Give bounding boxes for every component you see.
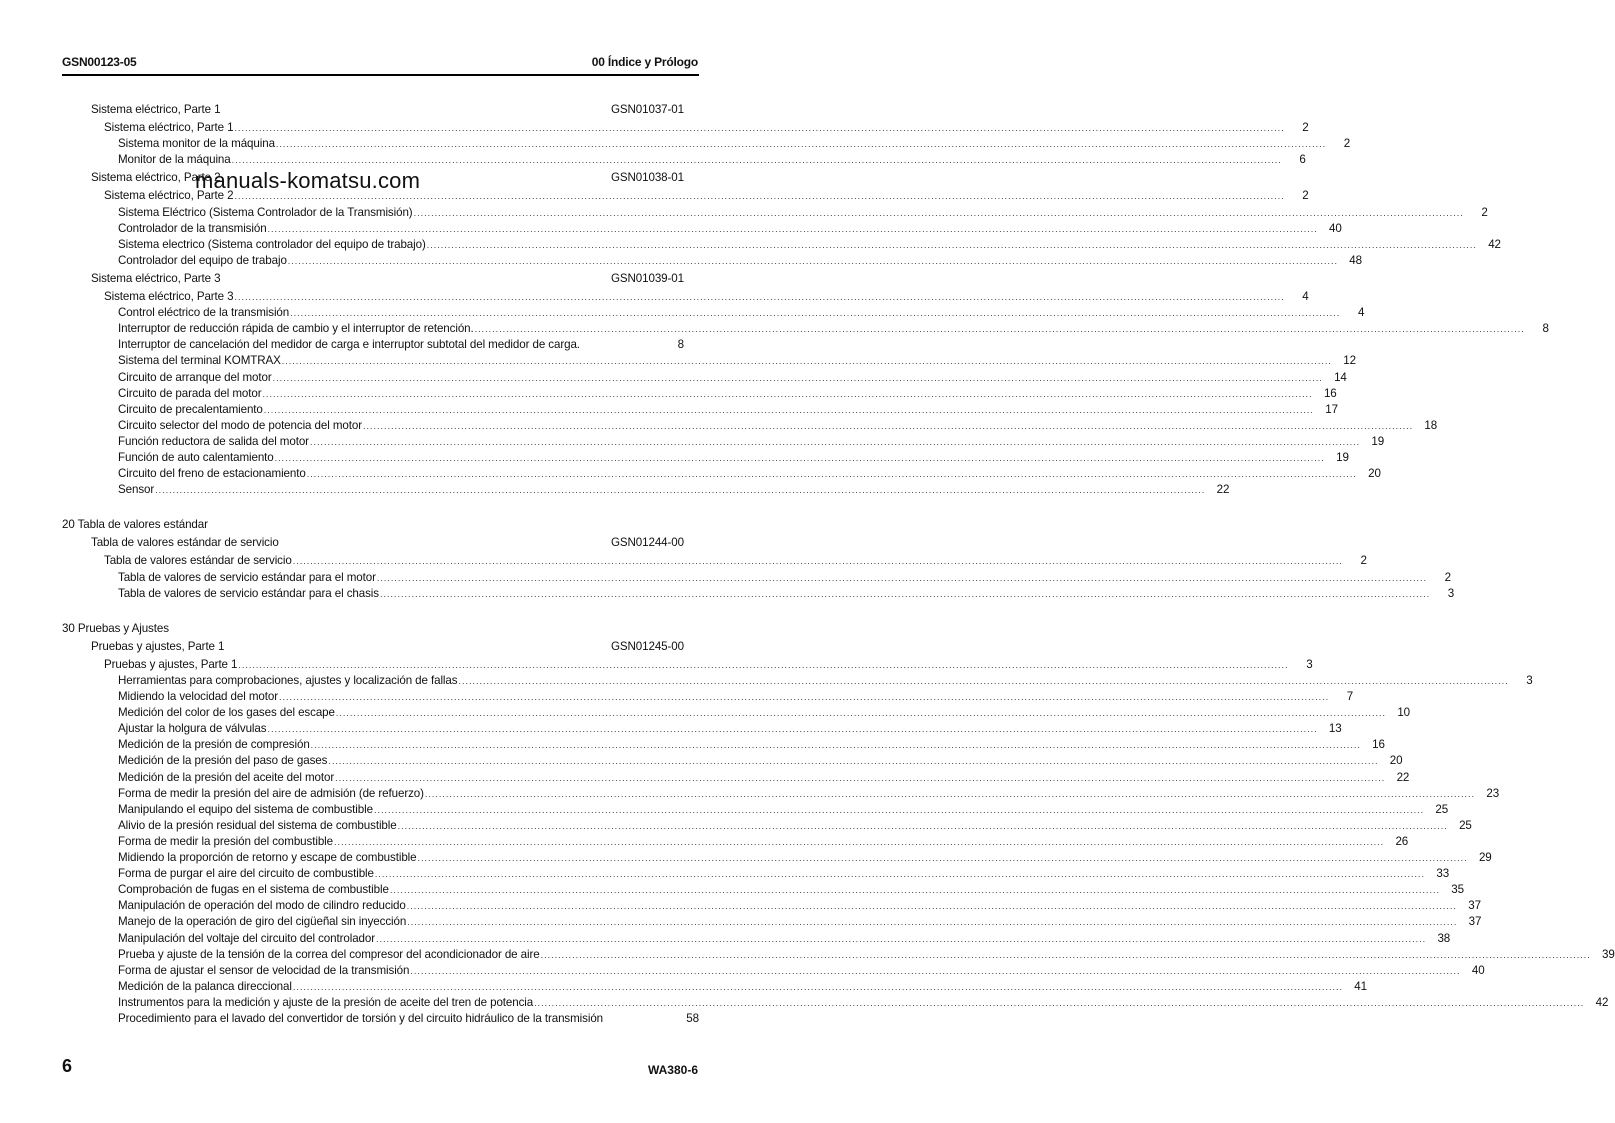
toc-entry-title: Forma de medir la presión del aire de admisión (de refuerzo) — [118, 786, 424, 800]
toc-document-entry[interactable] — [62, 102, 684, 118]
page-ref: 41 — [1354, 979, 1367, 993]
toc-document-entry[interactable] — [62, 535, 684, 551]
toc-entry[interactable] — [62, 802, 1449, 818]
toc-entry[interactable] — [62, 850, 1492, 866]
toc-entry[interactable] — [62, 586, 1455, 602]
page-ref: 12 — [1343, 354, 1356, 368]
toc-entry-title: Medición de la presión del aceite del motor — [118, 770, 335, 784]
toc-entry-title: Circuito del freno de estacionamiento — [118, 467, 306, 481]
dot-leader: ............................................................................................................................................................................................................................................................................................................ — [397, 820, 1448, 831]
toc-entry-title: Sistema eléctrico, Parte 2 — [91, 171, 221, 185]
toc-entry[interactable] — [62, 120, 1309, 136]
page-ref: 2 — [1302, 121, 1309, 135]
dot-leader: ............................................................................................................................................................................................................................................................................................................ — [292, 556, 1343, 567]
dot-leader: ............................................................................................................................................................................................................................................................................................................ — [263, 404, 1314, 415]
toc-entry-title: Ajustar la holgura de válvulas — [118, 722, 267, 736]
dot-leader: ............................................................................................................................................................................................................................................................................................................ — [328, 756, 1379, 767]
dot-leader: ............................................................................................................................................................................................................................................................................................................ — [417, 853, 1468, 864]
toc-entry[interactable] — [62, 289, 1309, 305]
toc-entry[interactable] — [62, 1011, 699, 1027]
toc-entry[interactable] — [62, 305, 1365, 321]
dot-leader: ............................................................................................................................................................................................................................................................................................................ — [310, 740, 1361, 751]
table-of-contents — [62, 102, 1615, 1027]
page-ref: 39 — [1602, 947, 1615, 961]
toc-entry-title: Sistema monitor de la máquina — [118, 137, 275, 151]
document-code: GSN01039-01 — [610, 271, 684, 285]
dot-leader: ............................................................................................................................................................................................................................................................................................................ — [424, 788, 1476, 799]
toc-entry-title: Medición del color de los gases del escape — [118, 706, 335, 720]
dot-leader: ............................................................................................................................................................................................................................................................................................................ — [292, 981, 1343, 992]
toc-entry[interactable] — [62, 136, 1351, 152]
toc-entry[interactable] — [62, 402, 1338, 418]
toc-entry[interactable] — [62, 570, 1451, 586]
dot-leader: ............................................................................................................................................................................................................................................................................................................ — [474, 324, 1525, 335]
toc-entry-title: Sistema eléctrico, Parte 3 — [104, 290, 234, 304]
page-ref: 13 — [1328, 722, 1342, 736]
dot-leader: ............................................................................................................................................................................................................................................................................................................ — [413, 207, 1464, 218]
toc-entry-title: Controlador del equipo de trabajo — [118, 253, 287, 267]
dot-leader: ............................................................................................................................................................................................................................................................................................................ — [238, 659, 1289, 670]
page-ref: 3 — [1447, 586, 1455, 600]
toc-entry-title: Interruptor de reducción rápida de cambio y el interruptor de retención. — [118, 322, 474, 336]
toc-entry[interactable] — [62, 947, 1615, 963]
toc-entry-title: 20 Tabla de valores estándar — [62, 518, 208, 532]
toc-entry[interactable] — [62, 152, 1306, 168]
toc-entry-title: Manipulación de operación del modo de cilindro reducido — [118, 899, 406, 913]
toc-entry[interactable] — [62, 995, 1609, 1011]
watermark: manuals-komatsu.com — [195, 168, 421, 193]
toc-entry-title: Control eléctrico de la transmisión — [118, 306, 290, 320]
toc-entry[interactable] — [62, 353, 1356, 369]
dot-leader: ............................................................................................................................................................................................................................................................................................................ — [262, 388, 1313, 399]
document-code: GSN01245-00 — [610, 639, 684, 653]
page-ref: 10 — [1397, 706, 1411, 720]
toc-entry[interactable] — [62, 770, 1410, 786]
toc-document-entry[interactable] — [62, 271, 684, 287]
toc-entry[interactable] — [62, 221, 1342, 237]
page-ref: 33 — [1436, 867, 1450, 881]
page-ref: 7 — [1346, 690, 1354, 704]
page-ref: 22 — [1396, 770, 1410, 784]
page-ref: 35 — [1451, 883, 1464, 897]
toc-entry-title: Sensor — [118, 483, 155, 497]
toc-entry-title: Sistema del terminal KOMTRAX — [118, 354, 281, 368]
dot-leader: ............................................................................................................................................................................................................................................................................................................ — [234, 123, 1285, 134]
toc-entry-title: Medición de la palanca direccional — [118, 979, 292, 993]
dot-leader: ............................................................................................................................................................................................................................................................................................................ — [155, 485, 1206, 496]
toc-entry[interactable] — [62, 673, 1533, 689]
toc-entry[interactable] — [62, 786, 1500, 802]
page-ref: 4 — [1357, 306, 1365, 320]
dot-leader: ............................................................................................................................................................................................................................................................................................................ — [458, 676, 1509, 686]
page-ref: 37 — [1468, 915, 1482, 929]
page-ref: 20 — [1368, 467, 1381, 481]
toc-entry-title: Monitor de la máquina — [118, 153, 231, 167]
toc-entry-title: Pruebas y ajustes, Parte 1 — [91, 639, 225, 653]
dot-leader: ............................................................................................................................................................................................................................................................................................................ — [272, 372, 1323, 383]
page-ref: 40 — [1471, 963, 1485, 977]
page-ref: 26 — [1395, 834, 1409, 848]
toc-entry-title: Manipulación del voltaje del circuito del controlador — [118, 931, 375, 945]
dot-leader: ............................................................................................................................................................................................................................................................................................................ — [274, 452, 1325, 463]
dot-leader: ............................................................................................................................................................................................................................................................................................................ — [275, 139, 1327, 150]
page-ref: 3 — [1306, 657, 1313, 671]
dot-leader: ............................................................................................................................................................................................................................................................................................................ — [334, 836, 1385, 847]
page-ref: 16 — [1323, 386, 1337, 400]
toc-entry[interactable] — [62, 979, 1367, 995]
toc-entry[interactable] — [62, 553, 1367, 569]
toc-entry[interactable] — [62, 337, 684, 353]
toc-entry[interactable] — [62, 466, 1381, 482]
toc-entry-title: Forma de medir la presión del combustible — [118, 834, 333, 848]
document-code: GSN01037-01 — [610, 103, 684, 116]
page-ref: 25 — [1459, 818, 1472, 832]
page-ref: 37 — [1468, 899, 1481, 913]
page-ref: 38 — [1437, 931, 1451, 945]
toc-entry-title: Sistema electrico (Sistema controlador del equipo de trabajo) — [118, 237, 426, 251]
toc-entry-title: Tabla de valores de servicio estándar para el motor — [118, 570, 376, 584]
toc-entry[interactable] — [62, 434, 1385, 450]
toc-entry[interactable] — [62, 721, 1342, 737]
dot-leader: ............................................................................................................................................................................................................................................................................................................ — [267, 724, 1318, 735]
page-ref: 40 — [1329, 221, 1342, 235]
toc-entry-title: Sistema eléctrico, Parte 1 — [91, 103, 221, 116]
dot-leader: ............................................................................................................................................................................................................................................................................................................ — [234, 292, 1285, 303]
page-ref: 8 — [677, 338, 684, 352]
toc-entry-title: Función reductora de salida del motor — [118, 434, 309, 448]
page-ref: 22 — [1216, 483, 1230, 497]
toc-entry-title: Función de auto calentamiento — [118, 450, 274, 464]
dot-leader: ............................................................................................................................................................................................................................................................................................................ — [540, 949, 1591, 960]
dot-leader: ............................................................................................................................................................................................................................................................................................................ — [362, 420, 1414, 431]
page-ref: 58 — [686, 1011, 699, 1025]
toc-entry[interactable] — [62, 689, 1354, 705]
page-ref: 4 — [1302, 290, 1309, 304]
document-code: GSN00123-05 — [62, 55, 137, 69]
page-ref: 8 — [1542, 322, 1549, 336]
toc-entry-title: Medición de la presión del paso de gases — [118, 754, 328, 768]
dot-leader: ............................................................................................................................................................................................................................................................................................................ — [389, 885, 1440, 896]
toc-entry[interactable] — [62, 914, 1482, 930]
toc-entry-title: Interruptor de cancelación del medidor de carga e interruptor subtotal del medidor de carga. — [118, 338, 580, 352]
dot-leader: ............................................................................................................................................................................................................................................................................................................ — [373, 804, 1425, 815]
page-ref: 48 — [1349, 253, 1362, 267]
page-ref: 6 — [1299, 153, 1306, 167]
page-ref: 42 — [1595, 995, 1609, 1009]
toc-entry[interactable] — [62, 898, 1481, 914]
toc-entry[interactable] — [62, 753, 1403, 769]
page-ref: 2 — [1481, 205, 1488, 219]
toc-entry-title: Manejo de la operación de giro del cigüeñal sin inyección — [118, 915, 407, 929]
dot-leader: ............................................................................................................................................................................................................................................................................................................ — [374, 869, 1426, 880]
toc-entry-title: Sistema eléctrico, Parte 1 — [104, 121, 234, 135]
dot-leader: ............................................................................................................................................................................................................................................................................................................ — [231, 155, 1282, 166]
page-ref: 23 — [1486, 786, 1500, 800]
document-code: GSN01038-01 — [610, 171, 684, 185]
toc-entry-title: Tabla de valores estándar de servicio — [104, 554, 292, 568]
section-title: 00 Índice y Prólogo — [591, 55, 698, 69]
page-ref: 19 — [1371, 434, 1385, 448]
toc-entry-title: Forma de ajustar el sensor de velocidad de la transmisión — [118, 963, 410, 977]
page-ref: 25 — [1435, 802, 1449, 816]
toc-entry-title: Tabla de valores de servicio estándar para el chasis — [118, 586, 379, 600]
toc-entry[interactable] — [62, 237, 1501, 253]
page-ref: 2 — [1343, 137, 1351, 151]
toc-entry-title: Medición de la presión de compresión — [118, 738, 310, 752]
toc-entry-title: Midiendo la velocidad del motor — [118, 690, 278, 704]
toc-chapter[interactable] — [62, 517, 684, 533]
toc-entry[interactable] — [62, 737, 1385, 753]
page-ref: 2 — [1444, 570, 1451, 584]
toc-entry[interactable] — [62, 705, 1411, 721]
dot-leader: ............................................................................................................................................................................................................................................................................................................ — [407, 917, 1458, 928]
toc-entry[interactable] — [62, 386, 1337, 402]
toc-entry-title: Sistema eléctrico, Parte 2 — [104, 189, 234, 203]
toc-entry[interactable] — [62, 866, 1450, 882]
toc-entry-title: Forma de purgar el aire del circuito de combustible — [118, 867, 374, 881]
toc-entry-title: Prueba y ajuste de la tensión de la correa del compresor del acondicionador de aire — [118, 947, 540, 961]
page-ref: 2 — [1360, 554, 1367, 568]
toc-entry-title: Circuito de precalentamiento — [118, 402, 263, 416]
toc-entry-title: Circuito de arranque del motor — [118, 370, 272, 384]
dot-leader: ............................................................................................................................................................................................................................................................................................................ — [410, 965, 1461, 976]
dot-leader: ............................................................................................................................................................................................................................................................................................................ — [376, 572, 1427, 583]
dot-leader: ............................................................................................................................................................................................................................................................................................................ — [406, 901, 1457, 912]
toc-entry-title: 30 Pruebas y Ajustes — [62, 621, 169, 635]
toc-chapter[interactable] — [62, 621, 684, 637]
page-ref: 19 — [1336, 450, 1349, 464]
dot-leader: ............................................................................................................................................................................................................................................................................................................ — [281, 356, 1332, 367]
toc-entry[interactable] — [62, 882, 1464, 898]
toc-entry[interactable] — [62, 963, 1485, 979]
toc-entry[interactable] — [62, 482, 1230, 498]
dot-leader: ............................................................................................................................................................................................................................................................................................................ — [335, 772, 1386, 783]
toc-entry-title: Alivio de la presión residual del sistema de combustible — [118, 818, 397, 832]
dot-leader: ............................................................................................................................................................................................................................................................................................................ — [306, 469, 1357, 480]
toc-entry[interactable] — [62, 818, 1472, 834]
dot-leader: ............................................................................................................................................................................................................................................................................................................ — [379, 588, 1431, 599]
toc-entry[interactable] — [62, 370, 1347, 386]
toc-entry-title: Herramientas para comprobaciones, ajustes y localización de fallas — [118, 674, 458, 687]
toc-entry-title: Pruebas y ajustes, Parte 1 — [104, 657, 238, 671]
toc-entry-title: Sistema Eléctrico (Sistema Controlador de la Transmisión) — [118, 205, 413, 219]
dot-leader: ............................................................................................................................................................................................................................................................................................................ — [534, 997, 1585, 1008]
page-ref: 18 — [1424, 418, 1438, 432]
toc-entry[interactable] — [62, 205, 1488, 221]
dot-leader: ............................................................................................................................................................................................................................................................................................................ — [267, 223, 1318, 234]
toc-entry-title: Circuito de parada del motor — [118, 386, 262, 400]
toc-document-entry[interactable] — [62, 639, 684, 655]
toc-entry-title: Procedimiento para el lavado del convertidor de torsión y del circuito hidráulico de la transmisión — [118, 1011, 604, 1025]
toc-entry-title: Controlador de la transmisión — [118, 221, 267, 235]
model-name: WA380-6 — [647, 1063, 698, 1077]
toc-entry-title: Midiendo la proporción de retorno y escape de combustible — [118, 851, 417, 865]
toc-entry[interactable] — [62, 321, 1549, 337]
dot-leader: ............................................................................................................................................................................................................................................................................................................ — [287, 255, 1338, 266]
toc-entry[interactable] — [62, 931, 1451, 947]
toc-entry-title: Circuito selector del modo de potencia del motor — [118, 418, 362, 432]
toc-entry-title: Sistema eléctrico, Parte 3 — [91, 271, 221, 285]
dot-leader: ............................................................................................................................................................................................................................................................................................................ — [335, 708, 1387, 719]
toc-entry[interactable] — [62, 834, 1409, 850]
page-ref: 3 — [1526, 674, 1533, 687]
toc-entry[interactable] — [62, 253, 1362, 269]
page-ref: 20 — [1389, 754, 1403, 768]
page-ref: 16 — [1372, 738, 1385, 752]
page-number: 6 — [62, 1056, 73, 1076]
toc-entry-title: Tabla de valores estándar de servicio — [91, 536, 279, 550]
header-rule — [62, 74, 699, 76]
dot-leader: ............................................................................................................................................................................................................................................................................................................ — [234, 191, 1285, 202]
dot-leader: ............................................................................................................................................................................................................................................................................................................ — [290, 308, 1341, 319]
toc-entry-title: Instrumentos para la medición y ajuste de la presión de aceite del tren de potencia — [118, 995, 534, 1009]
page-ref: 42 — [1488, 237, 1501, 251]
toc-entry[interactable] — [62, 450, 1349, 466]
toc-entry-title: Comprobación de fugas en el sistema de combustible — [118, 883, 389, 897]
dot-leader: ............................................................................................................................................................................................................................................................................................................ — [309, 436, 1361, 447]
document-code: GSN01244-00 — [610, 536, 684, 550]
toc-entry[interactable] — [62, 418, 1438, 434]
page-ref: 17 — [1325, 402, 1338, 416]
page-ref: 14 — [1334, 370, 1347, 384]
page-ref: 2 — [1302, 189, 1309, 203]
dot-leader: ............................................................................................................................................................................................................................................................................................................ — [426, 239, 1477, 250]
toc-entry-title: Manipulando el equipo del sistema de combustible — [118, 802, 373, 816]
dot-leader: ............................................................................................................................................................................................................................................................................................................ — [376, 933, 1427, 944]
dot-leader: ............................................................................................................................................................................................................................................................................................................ — [278, 692, 1330, 703]
toc-entry[interactable] — [62, 657, 1313, 673]
page-ref: 29 — [1478, 851, 1492, 865]
